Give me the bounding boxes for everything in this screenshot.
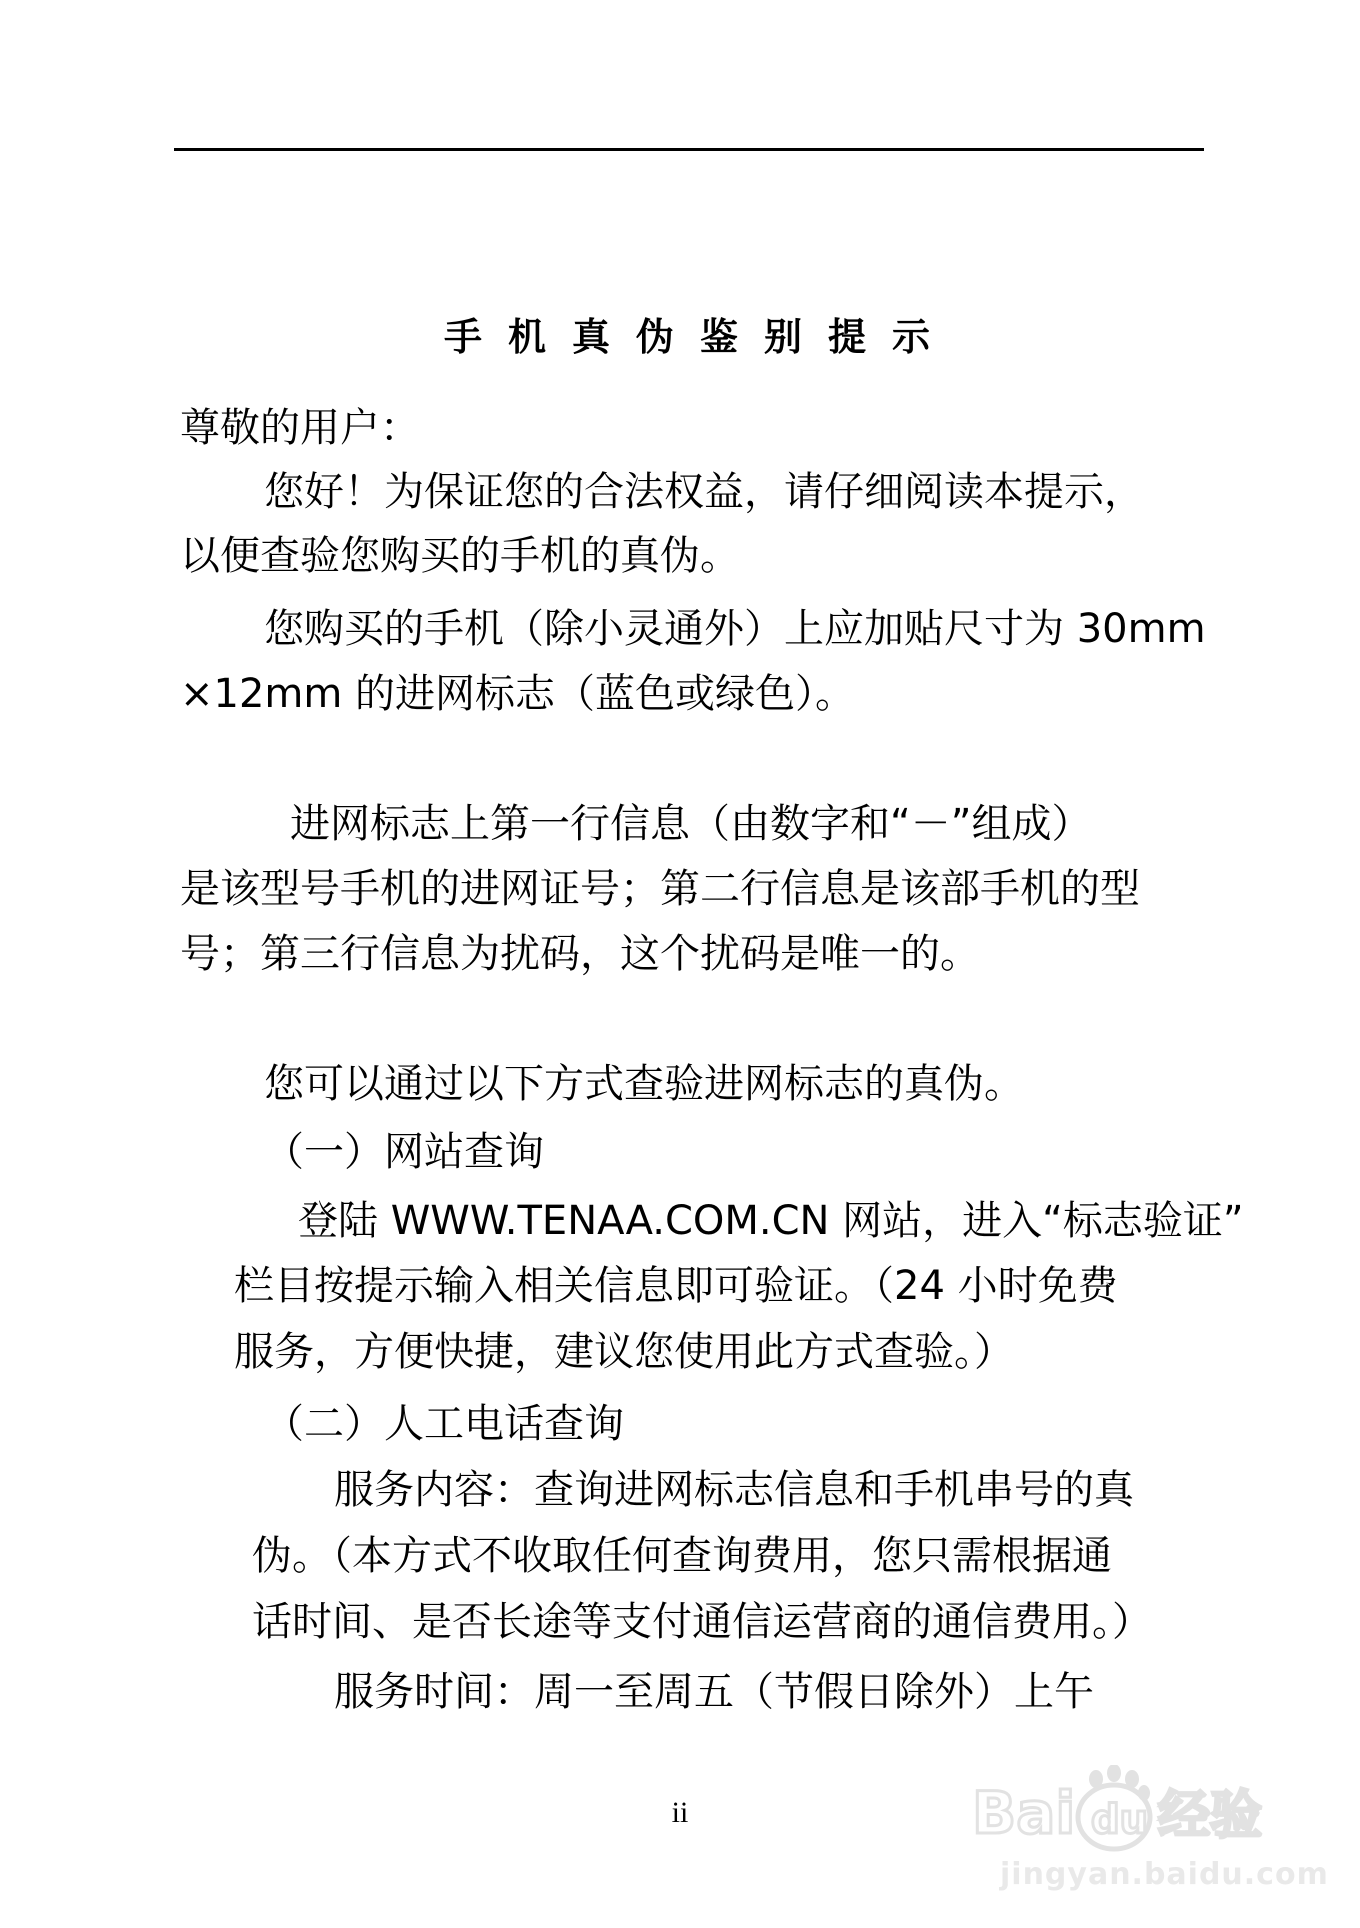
- paragraph-6-line-2: 伪。（本方式不收取任何查询费用，您只需根据通: [252, 1533, 1112, 1579]
- paragraph-7-line-1: 服务时间：周一至周五（节假日除外）上午: [334, 1669, 1094, 1715]
- svg-text:du: du: [1091, 1797, 1149, 1843]
- paragraph-1-line-2: 以便查验您购买的手机的真伪。: [180, 533, 740, 579]
- document-title: 手机真伪鉴别提示: [443, 315, 956, 359]
- paragraph-5-line-3: 服务，方便快捷，建议您使用此方式查验。）: [234, 1329, 1014, 1375]
- watermark-url: jingyan.baidu.com: [1000, 1857, 1329, 1892]
- paragraph-5-line-1: 登陆 WWW.TENAA.COM.CN 网站，进入“标志验证”: [298, 1198, 1244, 1244]
- paragraph-4-line-1: 您可以通过以下方式查验进网标志的真伪。: [264, 1061, 1024, 1107]
- paragraph-5-line-2: 栏目按提示输入相关信息即可验证。（24 小时免费: [234, 1263, 1118, 1309]
- paragraph-3-line-2: 是该型号手机的进网证号；第二行信息是该部手机的型: [180, 866, 1140, 912]
- page-number: ii: [671, 1796, 689, 1829]
- baidu-jingyan-watermark-logo: [968, 1765, 1298, 1855]
- paragraph-1-line-1: 您好！为保证您的合法权益，请仔细阅读本提示，: [264, 469, 1144, 515]
- svg-text:Bai: Bai: [972, 1779, 1076, 1847]
- svg-text:经验: 经验: [1158, 1786, 1263, 1846]
- paragraph-6-line-1: 服务内容：查询进网标志信息和手机串号的真: [334, 1467, 1134, 1513]
- greeting-line: 尊敬的用户：: [180, 405, 420, 451]
- paragraph-3-line-3: 号；第三行信息为扰码，这个扰码是唯一的。: [180, 931, 980, 977]
- section-heading-website: （一）网站查询: [264, 1129, 544, 1175]
- section-heading-phone: （二）人工电话查询: [264, 1401, 624, 1447]
- paragraph-3-line-1: 进网标志上第一行信息（由数字和“－”组成）: [290, 801, 1092, 847]
- paragraph-2-line-2: ×12mm 的进网标志（蓝色或绿色）。: [180, 671, 856, 717]
- header-rule: [174, 148, 1204, 151]
- paragraph-2-line-1: 您购买的手机（除小灵通外）上应加贴尺寸为 30mm: [264, 606, 1206, 652]
- paragraph-6-line-3: 话时间、是否长途等支付通信运营商的通信费用。）: [252, 1599, 1152, 1645]
